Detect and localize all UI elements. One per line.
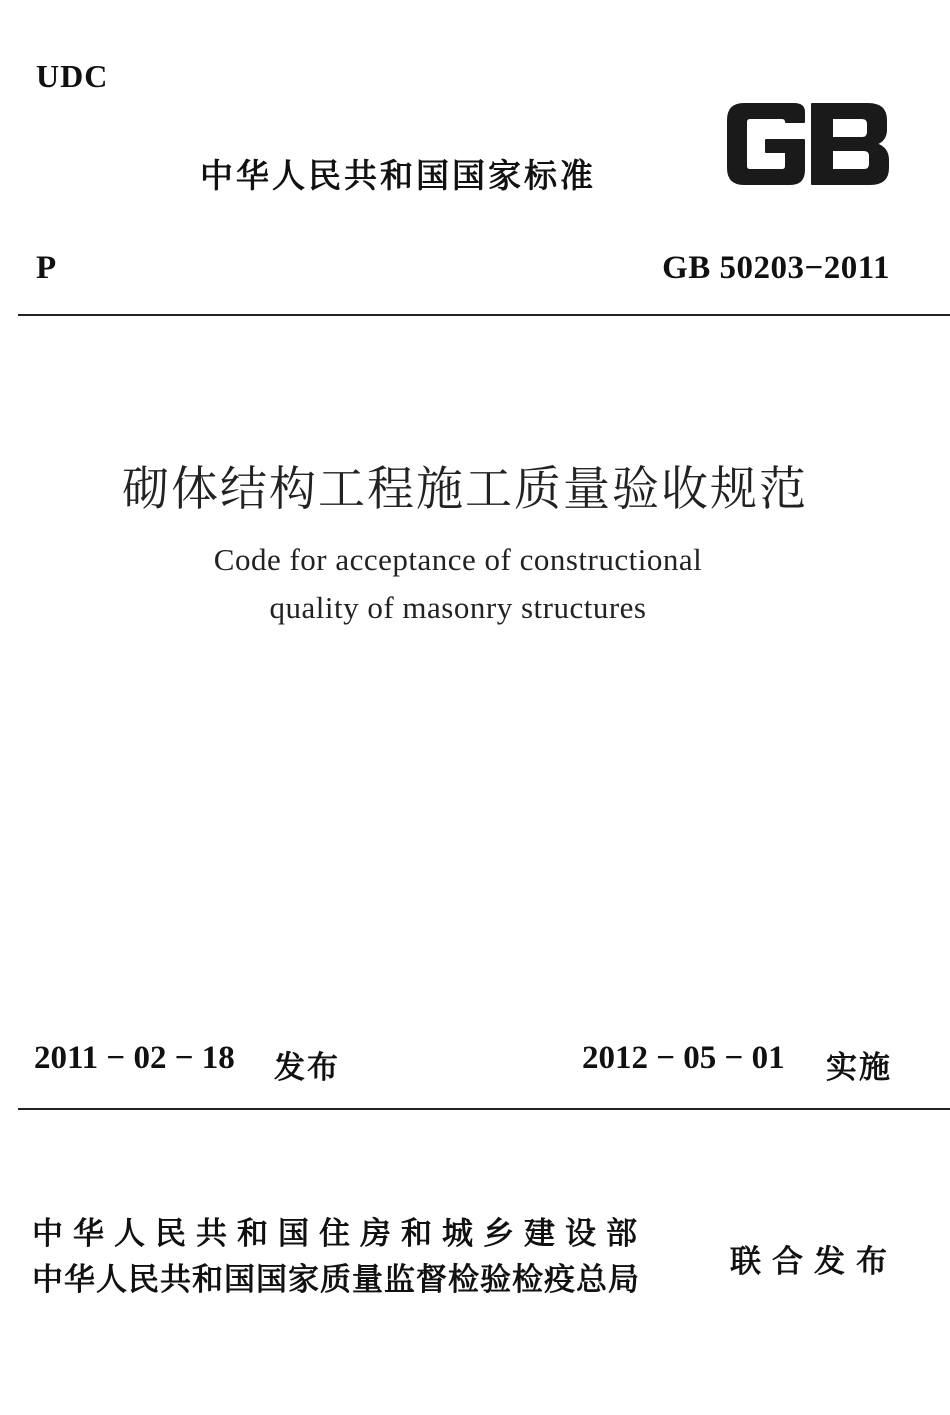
title-english-line-2: quality of masonry structures [269, 590, 647, 625]
issuer-aqsiq: 中华人民共和国国家质量监督检验检疫总局 [32, 1262, 640, 1298]
top-divider [18, 314, 950, 316]
gb-logo [722, 98, 892, 190]
issue-label: 发布 [274, 1050, 340, 1086]
standard-number: GB 50203−2011 [662, 250, 890, 286]
issue-date: 2011 − 02 − 18 [34, 1040, 235, 1076]
category-code: P [36, 250, 57, 286]
title-chinese: 砌体结构工程施工质量验收规范 [122, 462, 808, 517]
implementation-label: 实施 [826, 1050, 892, 1086]
joint-issue-label: 联合发布 [730, 1244, 898, 1280]
implementation-date: 2012 − 05 − 01 [582, 1040, 785, 1076]
bottom-divider [18, 1108, 950, 1110]
issuer-ministry-housing: 中华人民共和国住房和城乡建设部 [32, 1216, 647, 1252]
title-english-line-1: Code for acceptance of constructional [213, 542, 703, 577]
national-standard-heading: 中华人民共和国国家标准 [200, 156, 596, 195]
udc-label: UDC [36, 58, 109, 94]
